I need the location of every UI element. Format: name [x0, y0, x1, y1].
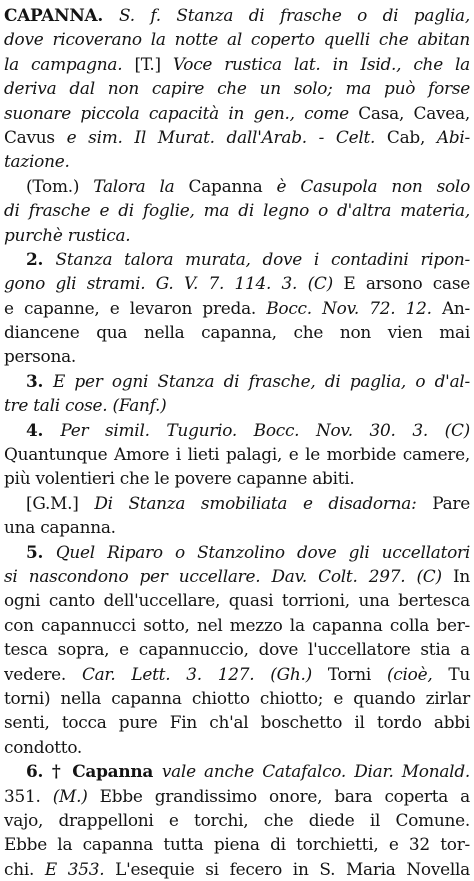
entry-heading-text: 5.: [26, 541, 56, 562]
entry-line: [4, 515, 470, 539]
entry-line: [4, 808, 470, 832]
dictionary-page: [4, 3, 471, 879]
entry-text: tesca sopra, e capannuccio, dove l'uccellatore stia a: [4, 639, 470, 660]
entry-text: Tu: [448, 663, 470, 684]
entry-text: una capanna.: [4, 517, 116, 538]
entry-italic-text: Abi-: [436, 126, 471, 147]
entry-heading-text: .: [97, 5, 120, 25]
entry-text: ogni canto dell'uccellare, quasi torrioni, una bertesca: [4, 590, 470, 611]
entry-italic-text: E per ogni Stanza di frasche, di paglia, o d'al-: [53, 370, 471, 391]
entry-text: An-: [441, 297, 470, 318]
entry-text: Ebbe grandissimo onore, bara coperta a: [99, 785, 470, 806]
entry-line: [4, 466, 470, 490]
entry-italic-text: tre tali cose. (Fanf.): [4, 395, 167, 416]
entry-heading-text: 2.: [26, 248, 56, 269]
entry-italic-text: tazione.: [4, 151, 70, 172]
entry-text: Cab,: [386, 126, 437, 147]
entry-italic-text: Di Stanza smobiliata e disadorna:: [94, 492, 433, 513]
entry-line: [4, 588, 470, 612]
entry-italic-text: suonare piccola capacità in gen., come: [4, 102, 359, 123]
entry-italic-text: (C): [307, 273, 344, 294]
entry-text: senti, tocca pure Fin ch'al boschetto il tordo abbi: [4, 712, 470, 733]
entry-italic-text: Car. Lett. 3. 127. (Gh.): [81, 663, 328, 684]
entry-line: [4, 832, 470, 856]
entry-heading-text: 4.: [26, 419, 61, 440]
entry-text: Ebbe la capanna tutta piena di torchietti, e 32 tor-: [4, 834, 470, 855]
entry-line: [4, 344, 470, 368]
entry-line: [4, 198, 470, 222]
entry-line: [4, 710, 470, 734]
entry-text: Capanna: [188, 175, 277, 196]
entry-text: In: [452, 565, 470, 586]
entry-line: [4, 637, 470, 661]
entry-line: [4, 296, 470, 320]
entry-text: E arsono case: [343, 273, 470, 294]
entry-italic-text: la campagna.: [4, 53, 135, 74]
entry-line: [4, 52, 470, 76]
entry-line: [4, 759, 470, 783]
entry-italic-text: vale anche Catafalco. Diar. Monald.: [161, 761, 470, 782]
entry-line: [4, 491, 470, 515]
entry-heading-text: CAPANNA: [4, 5, 98, 25]
entry-text: vedere.: [4, 663, 82, 684]
entry-line: [4, 784, 470, 808]
entry-line: [4, 149, 470, 173]
entry-italic-text: Voce rustica lat. in Isid., che la: [172, 53, 470, 74]
entry-text: Torni: [327, 663, 387, 684]
entry-text: chi.: [4, 858, 45, 879]
entry-text: vajo, drappelloni e torchi, che diede il Comune.: [4, 809, 470, 830]
entry-italic-text: purchè rustica.: [4, 224, 131, 245]
entry-text: (Tom.): [26, 175, 94, 196]
entry-text: 351.: [4, 785, 53, 806]
entry-italic-text: dove ricoverano la notte al coperto quelli che abitan: [4, 29, 470, 50]
entry-italic-text: Bocc. Nov. 72. 12.: [266, 297, 442, 318]
entry-italic-text: (cioè,: [386, 663, 449, 684]
entry-text: [T.]: [134, 53, 173, 74]
entry-italic-text: gono gli strami. G. V. 7. 114. 3.: [4, 273, 308, 294]
entry-line: [4, 101, 470, 125]
entry-line: [4, 3, 470, 27]
entry-text: condotto.: [4, 736, 83, 757]
entry-heading-text: 3.: [26, 370, 53, 391]
entry-text: torni) nella capanna chiotto chiotto; e quando zirlar: [4, 687, 470, 708]
entry-line: [4, 271, 470, 295]
entry-text: diancene qua nella capanna, che non vien mai: [4, 322, 470, 343]
entry-heading-text: 6. † Capanna: [26, 761, 162, 782]
entry-line: [4, 686, 470, 710]
entry-line: [4, 735, 470, 759]
entry-line: [4, 76, 470, 100]
entry-line: [4, 247, 470, 271]
entry-text: più volentieri che le povere capanne abiti.: [4, 468, 355, 489]
entry-text: con capannucci sotto, nel mezzo la capanna colla ber-: [4, 614, 470, 635]
entry-text: L'esequie si fecero in S. Maria Novella: [115, 858, 470, 879]
entry-line: [4, 125, 470, 149]
entry-text: Quantunque Amore i lieti palagi, e le morbide camere,: [4, 444, 470, 465]
entry-line: [4, 442, 470, 466]
entry-line: [4, 662, 470, 686]
entry-italic-text: deriva dal non capire che un solo; ma può forse: [4, 78, 470, 99]
entry-line: [4, 174, 470, 198]
entry-italic-text: e sim. Il Murat. dall'Arab. - Celt.: [66, 126, 387, 147]
entry-text: [G.M.]: [26, 492, 95, 513]
entry-line: [4, 320, 470, 344]
entry-line: [4, 393, 470, 417]
entry-text: Cavus: [4, 126, 67, 147]
entry-italic-text: E 353.: [44, 858, 116, 879]
entry-italic-text: è: [276, 175, 301, 196]
entry-text: persona.: [4, 346, 77, 367]
entry-italic-text: S. f. Stanza di frasche o di paglia,: [119, 5, 470, 25]
entry-line: [4, 857, 470, 881]
entry-line: [4, 27, 470, 51]
entry-line: [4, 564, 470, 588]
entry-italic-text: si nascondono per uccellare. Dav. Colt. 297. (C): [4, 565, 453, 586]
dictionary-entry-capanna: [4, 3, 470, 881]
entry-italic-text: Casupola non solo: [300, 175, 470, 196]
entry-italic-text: (M.): [52, 785, 100, 806]
entry-italic-text: Stanza talora murata, dove i contadini ripon-: [55, 248, 471, 269]
entry-italic-text: di frasche e di foglie, ma di legno o d'altra materia,: [4, 200, 470, 221]
entry-text: Pare: [432, 492, 470, 513]
entry-text: Casa, Cavea,: [358, 102, 470, 123]
entry-italic-text: Talora la: [93, 175, 189, 196]
entry-line: [4, 418, 470, 442]
entry-line: [4, 613, 470, 637]
entry-text: e capanne, e levaron preda.: [4, 297, 267, 318]
entry-italic-text: Quel Riparo o Stanzolino dove gli uccellatori: [55, 541, 471, 562]
entry-line: [4, 369, 470, 393]
entry-italic-text: Per simil. Tugurio. Bocc. Nov. 30. 3. (C): [60, 419, 471, 440]
entry-line: [4, 540, 470, 564]
entry-line: [4, 223, 470, 247]
